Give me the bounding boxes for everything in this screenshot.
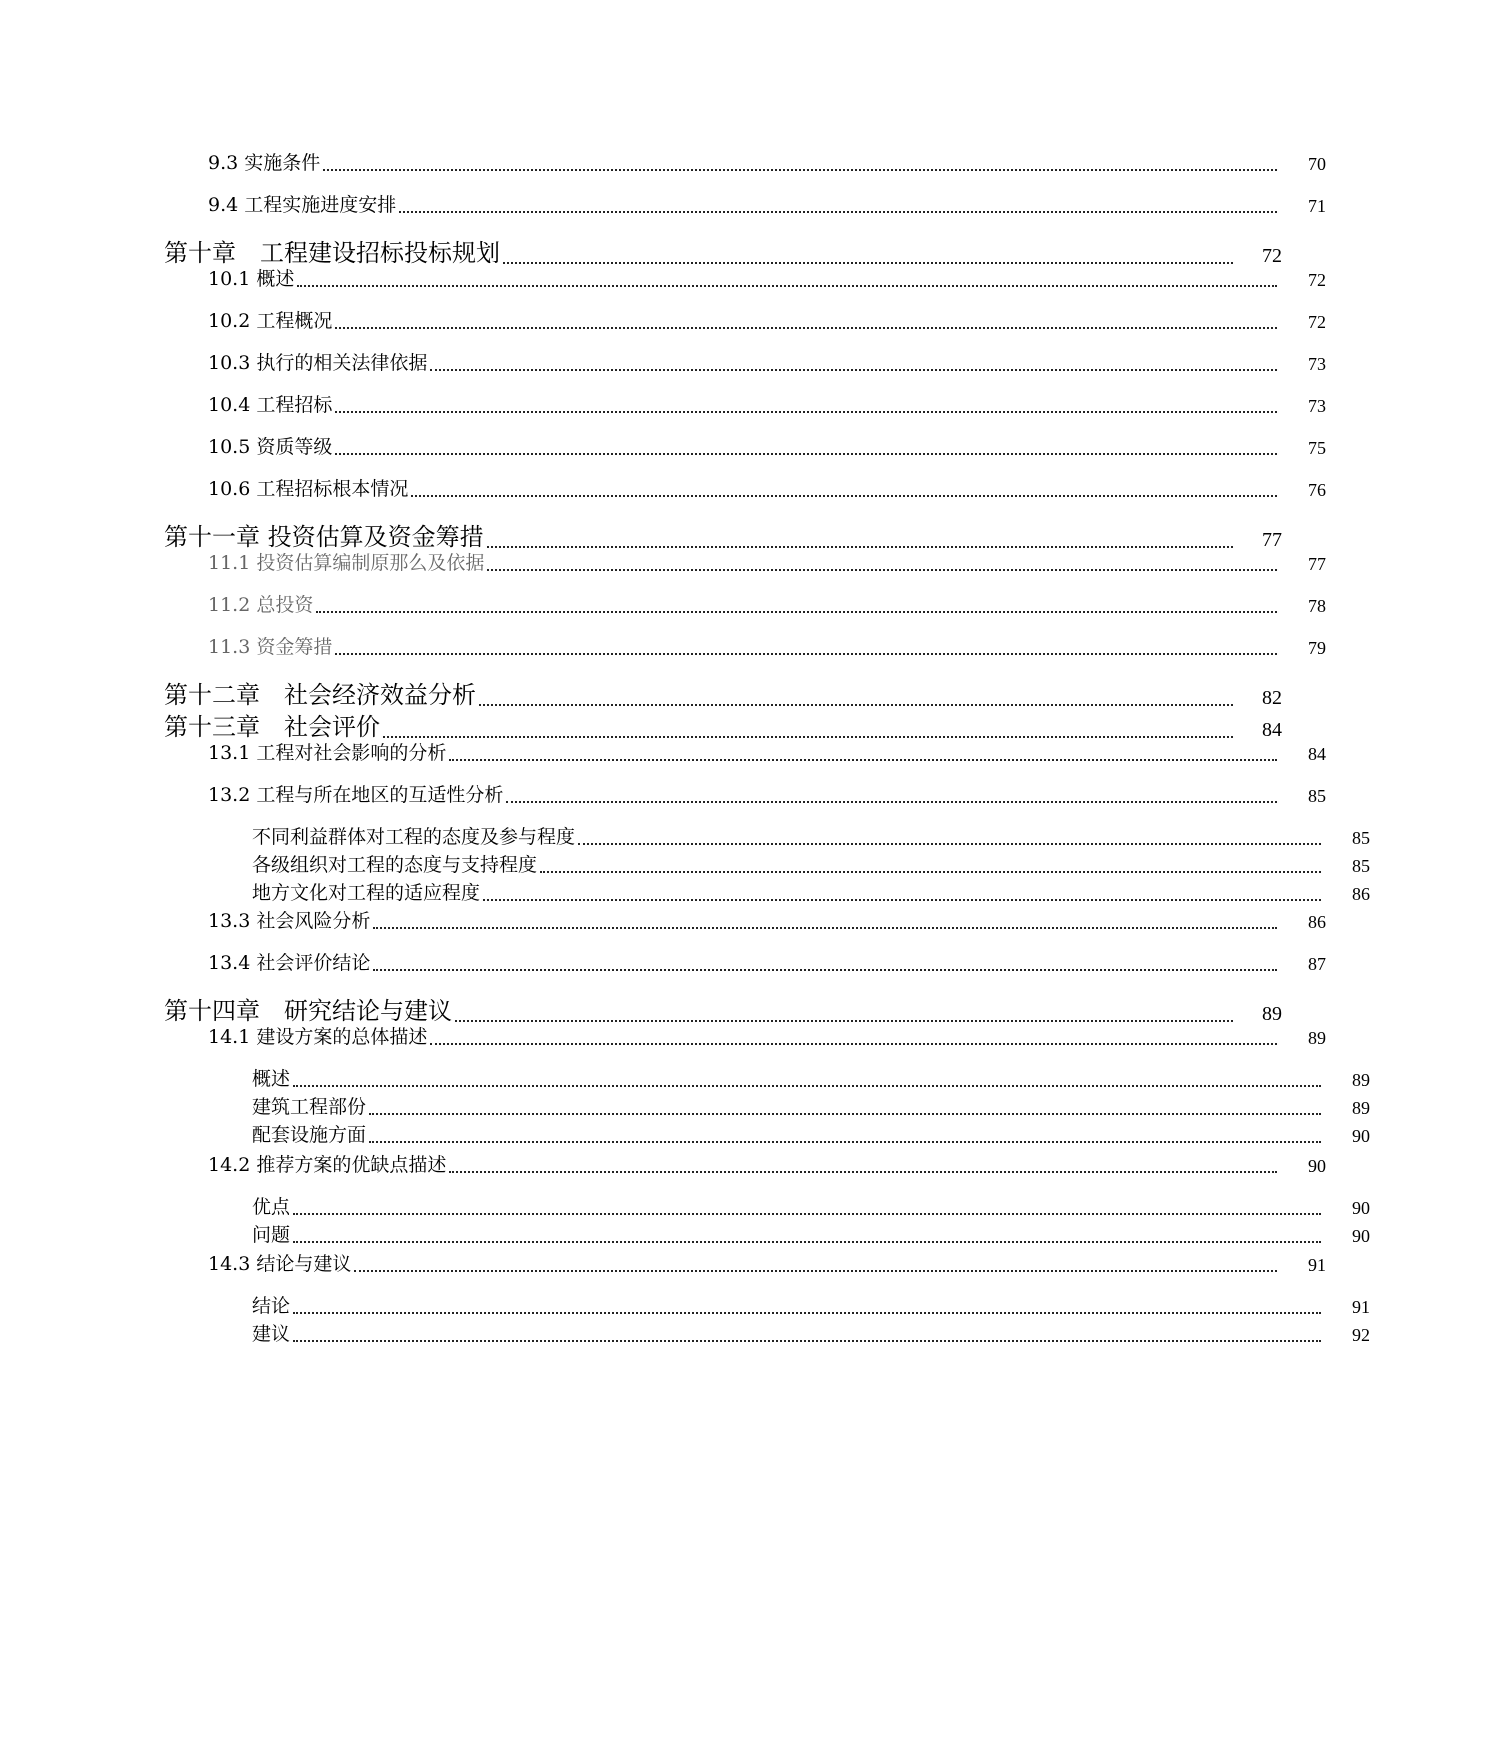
toc-entry-title: 地方文化对工程的适应程度: [252, 882, 481, 904]
toc-section-entry[interactable]: [0, 474, 1449, 501]
dot-leader: [316, 611, 1277, 613]
toc-entry-title: 10.6 工程招标根本情况: [208, 478, 409, 500]
dot-leader: [293, 1213, 1321, 1215]
toc-entry-title: 11.1 投资估算编制原那么及依据: [208, 552, 485, 574]
toc-page-number: 71: [1308, 196, 1326, 216]
dot-leader: [449, 1171, 1277, 1173]
toc-subsection-entry[interactable]: [0, 1291, 1493, 1318]
toc-entry-title: 10.3 执行的相关法律依据: [208, 352, 428, 374]
toc-section-entry[interactable]: [0, 390, 1449, 417]
toc-page-number: 89: [1352, 1070, 1370, 1090]
dot-leader: [335, 327, 1277, 329]
toc-page-number: 90: [1352, 1126, 1370, 1146]
dot-leader: [293, 1340, 1321, 1342]
toc-page-number: 85: [1352, 828, 1370, 848]
toc-entry-title: 第十四章 研究结论与建议: [164, 997, 452, 1025]
toc-page-number: 91: [1308, 1255, 1326, 1275]
toc-entry-title: 优点: [252, 1196, 291, 1218]
dot-leader: [373, 969, 1277, 971]
dot-leader: [449, 759, 1277, 761]
toc-entry-title: 10.4 工程招标: [208, 394, 333, 416]
toc-entry-title: 13.3 社会风险分析: [208, 910, 371, 932]
dot-leader: [297, 285, 1277, 287]
toc-section-entry[interactable]: [0, 590, 1449, 617]
toc-page-number: 72: [1308, 270, 1326, 290]
toc-entry-title: 13.4 社会评价结论: [208, 952, 371, 974]
toc-entry-title: 11.3 资金筹措: [208, 636, 333, 658]
toc-page-number: 87: [1308, 954, 1326, 974]
toc-subsection-entry[interactable]: [0, 1192, 1493, 1219]
toc-page-number: 76: [1308, 480, 1326, 500]
toc-entry-title: 13.2 工程与所在地区的互适性分析: [208, 784, 504, 806]
dot-leader: [335, 453, 1277, 455]
toc-page-number: 89: [1352, 1098, 1370, 1118]
dot-leader: [369, 1141, 1321, 1143]
toc-page-number: 85: [1308, 786, 1326, 806]
dot-leader: [354, 1270, 1277, 1272]
toc-entry-title: 第十章 工程建设招标投标规划: [164, 239, 500, 267]
dot-leader: [487, 569, 1277, 571]
toc-entry-title: 第十二章 社会经济效益分析: [164, 681, 476, 709]
toc-subsection-entry[interactable]: [0, 1319, 1493, 1346]
toc-page-number: 84: [1308, 744, 1326, 764]
dot-leader: [540, 871, 1321, 873]
dot-leader: [323, 169, 1277, 171]
toc-entry-title: 14.3 结论与建议: [208, 1253, 352, 1275]
toc-page-number: 73: [1308, 396, 1326, 416]
toc-entry-title: 14.2 推荐方案的优缺点描述: [208, 1154, 447, 1176]
toc-entry-title: 10.5 资质等级: [208, 436, 333, 458]
dot-leader: [373, 927, 1277, 929]
toc-page-number: 86: [1352, 884, 1370, 904]
toc-page-number: 77: [1262, 529, 1282, 551]
toc-page-number: 72: [1262, 245, 1282, 267]
toc-section-entry[interactable]: [0, 1249, 1449, 1276]
dot-leader: [293, 1312, 1321, 1314]
dot-leader: [479, 704, 1233, 706]
toc-chapter-entry[interactable]: [0, 707, 1405, 742]
toc-page-number: 75: [1308, 438, 1326, 458]
toc-entry-title: 不同利益群体对工程的态度及参与程度: [252, 826, 576, 848]
dot-leader: [411, 495, 1277, 497]
toc-entry-title: 9.3 实施条件: [208, 152, 321, 174]
toc-entry-title: 第十三章 社会评价: [164, 713, 380, 741]
toc-page-number: 73: [1308, 354, 1326, 374]
toc-section-entry[interactable]: [0, 738, 1449, 765]
toc-page-number: 86: [1308, 912, 1326, 932]
toc-entry-title: 10.2 工程概况: [208, 310, 333, 332]
dot-leader: [578, 843, 1321, 845]
toc-chapter-entry[interactable]: [0, 517, 1405, 552]
toc-page-number: 90: [1352, 1198, 1370, 1218]
toc-page-number: 70: [1308, 154, 1326, 174]
toc-entry-title: 问题: [252, 1224, 291, 1246]
toc-entry-title: 14.1 建设方案的总体描述: [208, 1026, 428, 1048]
toc-entry-title: 13.1 工程对社会影响的分析: [208, 742, 447, 764]
toc-subsection-entry[interactable]: [0, 1092, 1493, 1119]
toc-page-number: 91: [1352, 1297, 1370, 1317]
toc-section-entry[interactable]: [0, 264, 1449, 291]
toc-section-entry[interactable]: [0, 432, 1449, 459]
toc-page-number: 77: [1308, 554, 1326, 574]
toc-entry-title: 建筑工程部份: [252, 1096, 367, 1118]
toc-section-entry[interactable]: [0, 548, 1449, 575]
toc-page-number: 90: [1308, 1156, 1326, 1176]
toc-page-number: 89: [1262, 1003, 1282, 1025]
toc-page-number: 72: [1308, 312, 1326, 332]
dot-leader: [430, 1043, 1277, 1045]
toc-page-number: 79: [1308, 638, 1326, 658]
toc-entry-title: 概述: [252, 1068, 291, 1090]
toc-entry-title: 各级组织对工程的态度与支持程度: [252, 854, 538, 876]
dot-leader: [335, 411, 1277, 413]
toc-section-entry[interactable]: [0, 632, 1449, 659]
toc-section-entry[interactable]: [0, 1150, 1449, 1177]
dot-leader: [335, 653, 1277, 655]
toc-page-number: 89: [1308, 1028, 1326, 1048]
toc-section-entry[interactable]: [0, 148, 1449, 175]
toc-chapter-entry[interactable]: [0, 675, 1405, 710]
toc-entry-title: 10.1 概述: [208, 268, 295, 290]
toc-entry-title: 9.4 工程实施进度安排: [208, 194, 397, 216]
toc-subsection-entry[interactable]: [0, 1220, 1493, 1247]
dot-leader: [293, 1085, 1321, 1087]
toc-entry-title: 建议: [252, 1323, 291, 1345]
toc-page-number: 90: [1352, 1226, 1370, 1246]
toc-section-entry[interactable]: [0, 348, 1449, 375]
dot-leader: [483, 899, 1321, 901]
toc-entry-title: 配套设施方面: [252, 1124, 367, 1146]
toc-section-entry[interactable]: [0, 190, 1449, 217]
toc-chapter-entry[interactable]: [0, 991, 1405, 1026]
toc-entry-title: 11.2 总投资: [208, 594, 314, 616]
dot-leader: [369, 1113, 1321, 1115]
dot-leader: [293, 1241, 1321, 1243]
toc-section-entry[interactable]: [0, 1022, 1449, 1049]
toc-subsection-entry[interactable]: [0, 878, 1493, 905]
dot-leader: [506, 801, 1277, 803]
toc-section-entry[interactable]: [0, 948, 1449, 975]
toc-page-number: 92: [1352, 1325, 1370, 1345]
toc-page-number: 78: [1308, 596, 1326, 616]
toc-page-number: 84: [1262, 719, 1282, 741]
toc-entry-title: 结论: [252, 1295, 291, 1317]
toc-section-entry[interactable]: [0, 780, 1449, 807]
toc-page-number: 85: [1352, 856, 1370, 876]
toc-subsection-entry[interactable]: [0, 1120, 1493, 1147]
dot-leader: [430, 369, 1277, 371]
toc-subsection-entry[interactable]: [0, 850, 1493, 877]
toc-section-entry[interactable]: [0, 906, 1449, 933]
toc-subsection-entry[interactable]: [0, 822, 1493, 849]
toc-chapter-entry[interactable]: [0, 233, 1405, 268]
toc-section-entry[interactable]: [0, 306, 1449, 333]
dot-leader: [399, 211, 1277, 213]
toc-page-number: 82: [1262, 687, 1282, 709]
toc-entry-title: 第十一章 投资估算及资金筹措: [164, 523, 484, 551]
toc-subsection-entry[interactable]: [0, 1064, 1493, 1091]
